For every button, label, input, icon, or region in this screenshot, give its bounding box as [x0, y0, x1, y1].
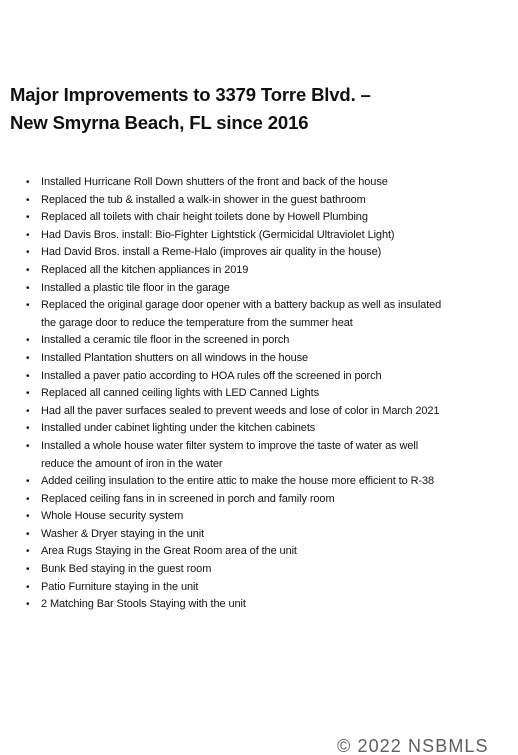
list-item-text: Area Rugs Staying in the Great Room area of the unit [41, 545, 297, 558]
list-item [20, 368, 450, 386]
page-title-line-2: New Smyrna Beach, FL since 2016 [10, 112, 309, 133]
bullet-icon: • [26, 564, 30, 576]
bullet-icon: • [26, 511, 30, 523]
list-item-text: Replaced ceiling fans in in screened in porch and family room [41, 492, 335, 505]
list-item-text: Bunk Bed staying in the guest room [41, 563, 212, 576]
bullet-icon: • [26, 370, 30, 382]
list-item [20, 350, 450, 368]
list-item-text: Added ceiling insulation to the entire attic to make the house more efficient to R-38 [41, 475, 435, 488]
list-item-text: Installed Plantation shutters on all windows in the house [41, 351, 309, 364]
list-item [20, 473, 450, 491]
list-item [20, 526, 450, 544]
list-item-text: Replaced the tub & installed a walk-in shower in the guest bathroom [41, 193, 366, 206]
bullet-icon: • [26, 546, 30, 558]
list-item [20, 420, 450, 438]
list-item [20, 579, 450, 597]
bullet-icon: • [26, 528, 30, 540]
list-item-text: Washer & Dryer staying in the unit [41, 527, 205, 540]
list-item-text: Had all the paver surfaces sealed to prevent weeds and lose of color in March 2021 [41, 404, 440, 417]
bullet-icon: • [26, 194, 30, 206]
list-item [20, 491, 450, 509]
list-item [20, 262, 450, 280]
bullet-icon: • [26, 476, 30, 488]
bullet-icon: • [26, 388, 30, 400]
list-item-text: Installed under cabinet lighting under the kitchen cabinets [41, 422, 316, 435]
bullet-icon: • [26, 493, 30, 505]
list-item [20, 244, 450, 262]
list-item [20, 209, 450, 227]
bullet-icon: • [26, 440, 30, 452]
list-item [20, 297, 450, 332]
list-item-text: Replaced all the kitchen appliances in 2019 [41, 263, 249, 276]
bullet-icon: • [26, 282, 30, 294]
list-item-text: Installed a ceramic tile floor in the screened in porch [41, 334, 290, 347]
list-item-text: Installed a paver patio according to HOA rules off the screened in porch [41, 369, 382, 382]
bullet-icon: • [26, 335, 30, 347]
list-item [20, 403, 450, 421]
list-item-text: Replaced all canned ceiling lights with LED Canned Lights [41, 387, 320, 400]
list-item-text: Replaced all toilets with chair height toilets done by Howell Plumbing [41, 211, 368, 224]
list-item [20, 596, 450, 614]
list-item [20, 280, 450, 298]
bullet-icon: • [26, 352, 30, 364]
list-item [20, 438, 450, 473]
bullet-icon: • [26, 300, 30, 312]
list-item-text: Installed a whole house water filter system to improve the taste of water as well reduce the amount of iron in the water [41, 439, 419, 470]
bullet-icon: • [26, 405, 30, 417]
list-item-text: Patio Furniture staying in the unit [41, 580, 199, 593]
list-item-text: Whole House security system [41, 510, 184, 523]
bullet-icon: • [26, 247, 30, 259]
list-item-text: Installed Hurricane Roll Down shutters of the front and back of the house [41, 176, 388, 188]
list-item-text: Installed a plastic tile floor in the garage [41, 281, 230, 294]
list-item-text: Replaced the original garage door opener with a battery backup as well as insulated the garage door to reduce the temperature from the summer heat [41, 299, 442, 329]
list-item-text: Had David Bros. install a Reme-Halo (improves air quality in the house) [41, 246, 382, 259]
improvements-list [20, 174, 450, 614]
bullet-icon: • [26, 599, 30, 611]
list-item [20, 561, 450, 579]
list-item [20, 192, 450, 210]
list-item-text: Had Davis Bros. install: Bio-Fighter Lightstick (Germicidal Ultraviolet Light) [41, 228, 395, 241]
list-item [20, 227, 450, 245]
bullet-icon: • [26, 264, 30, 276]
list-item [20, 508, 450, 526]
list-item [20, 543, 450, 561]
list-item [20, 385, 450, 403]
bullet-icon: • [26, 229, 30, 241]
copyright-watermark: © 2022 NSBMLS [337, 736, 489, 755]
bullet-icon: • [26, 581, 30, 593]
page-title [10, 81, 490, 137]
bullet-icon: • [26, 212, 30, 224]
list-item [20, 174, 450, 192]
list-item-text: 2 Matching Bar Stools Staying with the unit [41, 598, 246, 611]
bullet-icon: • [26, 177, 30, 188]
list-item [20, 332, 450, 350]
page-title-line-1: Major Improvements to 3379 Torre Blvd. – [10, 84, 371, 105]
bullet-icon: • [26, 423, 30, 435]
